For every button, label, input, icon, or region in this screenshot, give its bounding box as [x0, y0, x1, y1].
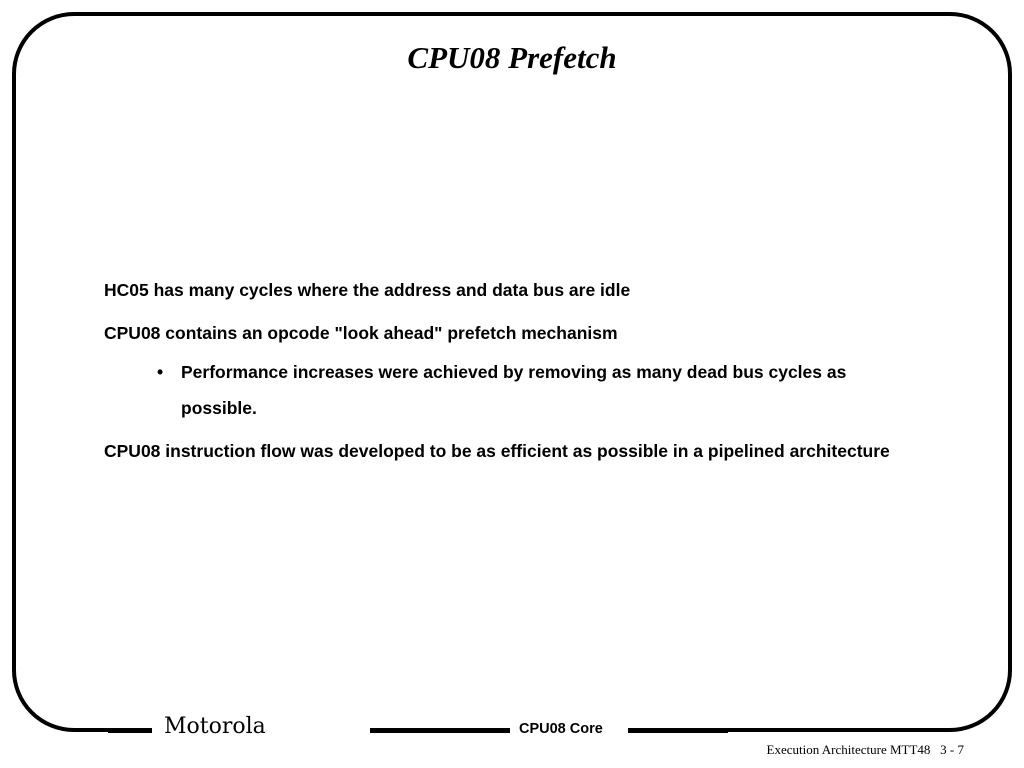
motorola-logo: Motorola [164, 714, 266, 739]
sub-bullet-text: Performance increases were achieved by removing as many dead bus cycles as possible. [181, 362, 847, 418]
sub-bullet-item [104, 354, 924, 426]
slide-title: CPU08 Prefetch [407, 40, 617, 75]
footer-bar-left [108, 728, 152, 733]
point-3: CPU08 instruction flow was developed to be as efficient as possible in a pipelined architecture [104, 441, 890, 461]
footer-course-label [767, 741, 964, 759]
slide-body [104, 272, 924, 469]
footer-bar-middle [370, 728, 510, 733]
footer-bar-right [628, 728, 728, 733]
bullet-icon: • [157, 362, 164, 382]
page-number: 3 - 7 [940, 742, 964, 757]
footer-course-name: Execution Architecture MTT48 [766, 742, 931, 757]
footer-section-label: CPU08 Core [519, 721, 603, 737]
point-2: CPU08 contains an opcode "look ahead" prefetch mechanism [104, 323, 618, 343]
point-1: HC05 has many cycles where the address and data bus are idle [104, 280, 631, 300]
